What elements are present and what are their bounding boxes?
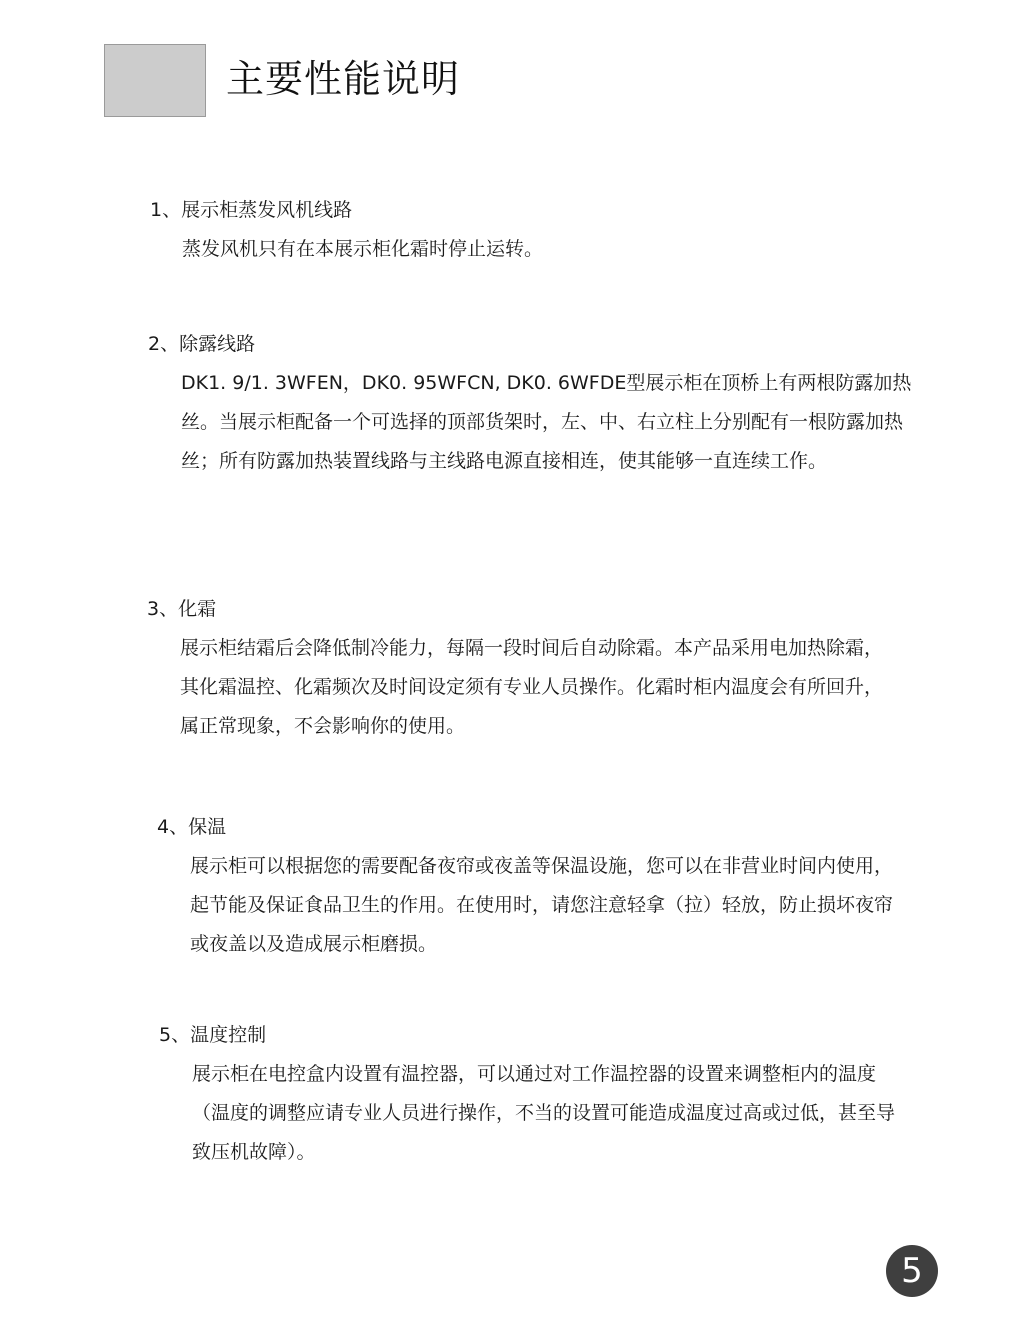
section-body: 展示柜结霜后会降低制冷能力，每隔一段时间后自动除霜。本产品采用电加热除霜，其化霜温控、化霜频次及时间设定须有专业人员操作。化霜时柜内温度会有所回升，属正常现象，不会影响你的使用。: [180, 637, 884, 737]
page-number-badge: 5: [886, 1245, 938, 1297]
section-insulation: [157, 813, 927, 964]
section-heading: 5、温度控制: [159, 1024, 267, 1046]
section-body: DK1. 9/1. 3WFEN，DK0. 95WFCN, DK0. 6WFDE型展示柜在顶桥上有两根防露加热丝。当展示柜配备一个可选择的顶部货架时，左、中、右立柱上分别配有一根防露加热丝；所有防露加热装置线路与主线路电源直接相连，使其能够一直连续工作。: [181, 372, 912, 472]
section-body: 展示柜可以根据您的需要配备夜帘或夜盖等保温设施，您可以在非营业时间内使用，起节能及保证食品卫生的作用。在使用时，请您注意轻拿（拉）轻放，防止损坏夜帘或夜盖以及造成展示柜磨损。: [190, 855, 894, 955]
section-temperature-control: [159, 1021, 929, 1172]
section-dew-removal: [148, 330, 938, 481]
section-defrost: [147, 595, 917, 746]
page-title: 主要性能说明: [226, 57, 461, 101]
header-decor-box: [104, 44, 206, 117]
section-heading: 4、保温: [157, 816, 227, 838]
section-body: 展示柜在电控盒内设置有温控器，可以通过对工作温控器的设置来调整柜内的温度（温度的调整应请专业人员进行操作，不当的设置可能造成温度过高或过低，甚至导致压机故障）。: [192, 1063, 896, 1163]
section-heading: 3、化霜: [147, 598, 217, 620]
section-evaporator-fan: [150, 196, 910, 269]
section-heading: 2、除露线路: [148, 333, 256, 355]
section-heading: 1、展示柜蒸发风机线路: [150, 199, 353, 221]
section-body: 蒸发风机只有在本展示柜化霜时停止运转。: [182, 238, 544, 260]
